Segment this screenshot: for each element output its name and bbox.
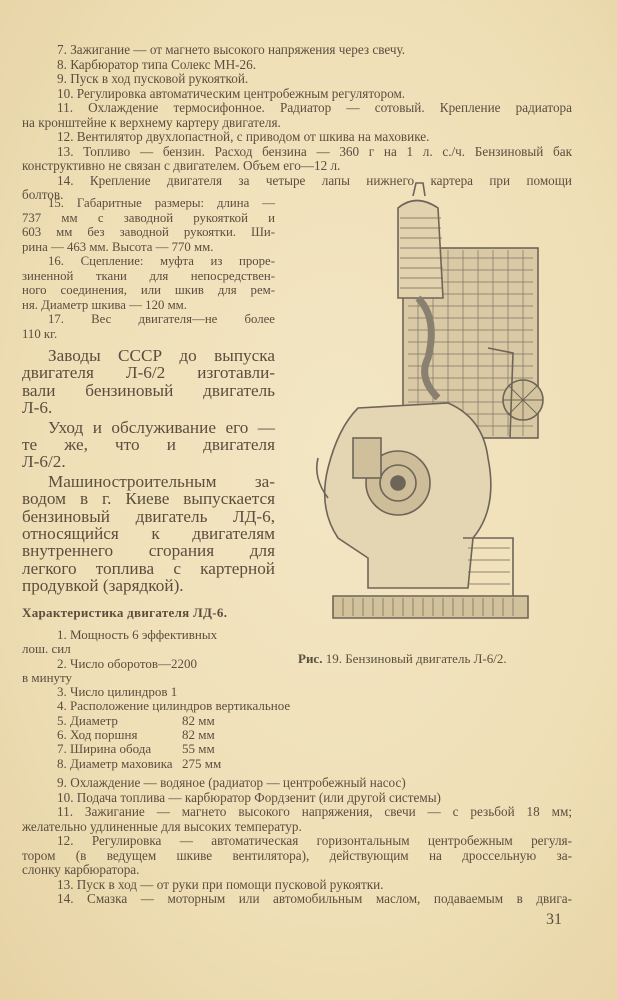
paragraph — [22, 805, 572, 834]
text-line: 13. Топливо — бензин. Расход бензина — 360 г на 1 л. с./ч. Бензиновый бак — [57, 143, 572, 159]
text-line: бензиновый двигатель ЛД-6, — [22, 506, 275, 526]
text-line: желательно удлиненные для высоких температур. — [22, 818, 302, 834]
paragraph — [22, 312, 275, 341]
text-line: 10. Регулировка автоматическим центробежным регулятором. — [57, 85, 406, 101]
text-line: на кронштейне к верхнему картеру двигателя. — [22, 114, 281, 130]
spec-label: 8. Диаметр маховика — [57, 755, 173, 771]
paragraph — [22, 145, 572, 174]
spec-item — [22, 714, 342, 728]
paragraph — [22, 43, 572, 58]
paragraph — [22, 101, 572, 130]
paragraph — [22, 58, 572, 73]
spec-label: 6. Ход поршня — [57, 727, 138, 743]
paragraph — [22, 878, 572, 893]
text-line: водом в г. Киеве выпускается — [22, 489, 275, 509]
paragraph — [22, 834, 572, 878]
spec-value: 55 мм — [182, 741, 215, 757]
spec-label: 2. Число оборотов—2200 — [57, 655, 198, 671]
text-line: ня. Диаметр шкива — 120 мм. — [22, 297, 187, 312]
text-line: Л-6. — [22, 398, 53, 418]
text-line: 14. Смазка — моторным или автомобильным маслом, подаваемым в двига- — [57, 891, 572, 906]
spec-item — [22, 728, 342, 742]
text-line: легкого топлива с картерной — [22, 558, 275, 578]
engine-characteristics-list — [22, 628, 342, 771]
spec-continuation: лош. сил — [22, 641, 71, 657]
text-line: рина — 463 мм. Высота — 770 мм. — [22, 239, 214, 254]
spec-item — [22, 699, 342, 713]
text-line: 13. Пуск в ход — от руки при помощи пусковой рукоятки. — [57, 876, 384, 892]
caption-prefix: Рис. — [298, 651, 323, 666]
spec-label: 1. Мощность 6 эффективных — [57, 627, 218, 642]
left-spec-list — [22, 196, 275, 341]
large-text-paragraphs — [22, 347, 275, 597]
paragraph — [22, 254, 275, 312]
text-line: болтов. — [22, 187, 64, 202]
spec-item — [22, 685, 342, 699]
text-line: 11. Охлаждение термосифонное. Радиатор — сотовый. Крепление радиатора — [57, 100, 572, 115]
text-line: тором (в ведущем шкиве вентилятора), действующим на дроссельную за- — [22, 847, 572, 863]
caption-text: 19. Бензиновый двигатель Л-6/2. — [325, 651, 507, 666]
paragraph — [22, 347, 275, 417]
spec-value: 275 мм — [182, 755, 222, 771]
text-line: вали бензиновый двигатель — [22, 380, 275, 400]
text-line: 7. Зажигание — от магнето высокого напряжения через свечу. — [57, 42, 406, 57]
text-line: зиненной ткани для непосредствен- — [22, 268, 275, 283]
spec-label: 7. Ширина обода — [57, 741, 152, 757]
text-line: 10. Подача топлива — карбюратор Фордзенит (или другой системы) — [57, 789, 441, 805]
text-line: 110 кг. — [22, 326, 58, 341]
text-line: слонку карбюратора. — [22, 862, 140, 877]
paragraph — [22, 776, 572, 791]
paragraph — [22, 72, 572, 87]
text-line: 737 мм с заводной рукояткой и — [22, 210, 275, 225]
text-line: 12. Вентилятор двухлопастной, с приводом от шкива на маховике. — [57, 129, 430, 144]
paragraph — [22, 87, 572, 102]
figure-caption — [298, 651, 507, 667]
spec-label: 5. Диаметр — [57, 712, 118, 728]
text-line: двигателя Л-6/2 изготавли- — [22, 363, 275, 383]
spec-item — [22, 757, 342, 771]
paragraph — [22, 419, 275, 471]
text-line: 14. Крепление двигателя за четыре лапы нижнего картера при помощи — [57, 172, 572, 188]
text-line: конструктивно не связан с двигателем. Объем его—12 л. — [22, 158, 341, 173]
paragraph — [22, 473, 275, 595]
text-line: Л-6/2. — [22, 452, 66, 472]
text-line: 9. Охлаждение — водяное (радиатор — центробежный насос) — [57, 775, 406, 790]
text-line: относящийся к двигателям — [22, 524, 275, 544]
text-line: 17. Вес двигателя—не более — [48, 312, 275, 326]
spec-label: 3. Число цилиндров 1 — [57, 684, 178, 700]
engine-illustration — [298, 178, 560, 633]
bottom-spec-list — [22, 776, 572, 907]
text-line: 8. Карбюратор типа Солекс МН-26. — [57, 56, 257, 72]
spec-value: 82 мм — [182, 727, 215, 743]
paragraph — [22, 196, 275, 254]
text-line: Уход и обслуживание его — — [48, 417, 275, 437]
spec-item — [22, 742, 342, 756]
text-line: продувкой (зарядкой). — [22, 576, 184, 596]
section-heading: Характеристика двигателя ЛД-6. — [22, 605, 228, 620]
page-number: 31 — [546, 911, 562, 928]
text-line: те же, что и двигателя — [22, 435, 275, 455]
paragraph — [22, 791, 572, 806]
text-line: 9. Пуск в ход пусковой рукояткой. — [57, 71, 249, 86]
text-line: Машиностроительным за- — [48, 471, 275, 491]
spec-item — [22, 628, 342, 642]
text-line: 603 мм без заводной рукоятки. Ши- — [22, 225, 275, 239]
paragraph — [22, 892, 572, 907]
paragraph — [22, 130, 572, 145]
text-line: внутреннего сгорания для — [22, 541, 275, 561]
text-line: ного соединения, или шкив для рем- — [22, 283, 275, 297]
text-line: 12. Регулировка — автоматическая горизонтальным центробежным регуля- — [57, 833, 572, 848]
text-line: 15. Габаритные размеры: длина — — [48, 196, 275, 210]
spec-item — [22, 657, 342, 671]
spec-value: 82 мм — [182, 712, 215, 728]
spec-label: 4. Расположение цилиндров вертикальное — [57, 698, 291, 714]
spec-continuation: в минуту — [22, 669, 73, 685]
text-line: 16. Сцепление: муфта из прорe- — [48, 254, 275, 268]
text-line: 11. Зажигание — магнето высокого напряжения, свечи — с резьбой 18 мм; — [57, 804, 572, 819]
text-line: Заводы СССР до выпуска — [48, 346, 275, 365]
